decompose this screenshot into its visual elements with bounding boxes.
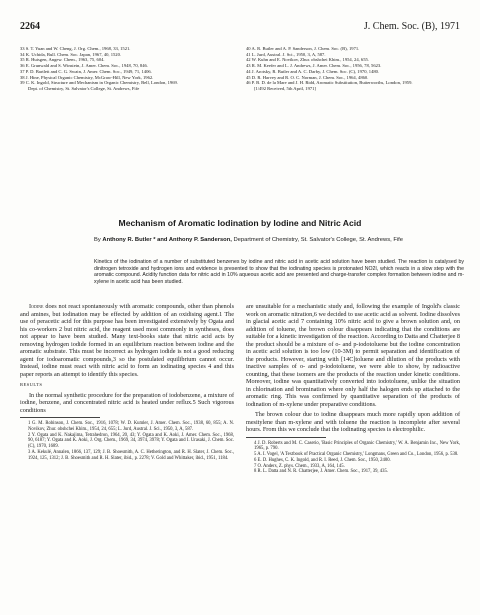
- ref-line: 41 L. Jurd, Austral. J. Sci., 1950, 3, A, 587.: [246, 51, 326, 57]
- footnotes-right: [246, 441, 460, 476]
- intro-paragraph: Iodine does not react spontaneously with aromatic compounds, other than phenols and amines, but iodination may be effected by addition of an oxidising agent.1 The use of peracetic acid for this purpose has been investigated extensively by Ogata and his co-workers 2 but nitric acid, the reagent used most commonly in syntheses, does not appear to have been studied. Many text-books state that nitric acid acts by removing hydrogen iodide formed in an equilibrium reaction between iodine and the aromatic substrate. This must be incorrect as hydrogen iodide is not a good reducing agent for iodoaromatic compounds,3 so the postulated equilibrium cannot occur. Instead, iodine must react with nitric acid to form an iodinating species 4 and this paper reports an attempt to identify this species.: [20, 303, 234, 378]
- ref-line: 33 S. T. Yuan and W. Cheng, J. Org. Chem., 1968, 33, 1521.: [20, 46, 131, 51]
- abstract: Kinetics of the iodination of a number of substituted benzenes by iodine and nitric acid in acetic acid solution have been studied. The reaction is catalysed by dinitrogen tetroxide and hydrogen ions and evidence is presented to show that the iodinating species is protonated NO2I, which reacts in a slow step with the aromatic compound. Acidity function data for nitric acid in 10% aqueous acetic acid are presented and charge-transfer complex formation between iodine and m-xylene in acetic acid has been studied.: [94, 259, 464, 285]
- ref-line: 35 R. Huisgen, Angew. Chem., 1963, 75, 604.: [20, 57, 105, 63]
- ref-line: 34 K. Uchida, Bull. Chem. Soc. Japan, 1967, 40, 1520.: [20, 51, 122, 57]
- footnote: 1 G. M. Robinson, J. Chem. Soc., 1916, 1078; W. D. Kumler, J. Amer. Chem. Soc., 1938, 60, 855; A. N. Novikov, Zhur. obshchei Khim., 1954, 24, 655; L. Jurd, Austral. J. Sci., 1950, 3, A, 587.: [28, 421, 234, 432]
- ref-line: 36 E. Grunwald and S. Winstein, J. Amer. Chem. Soc., 1948, 70, 846.: [20, 63, 148, 69]
- results-paragraph: In the normal synthetic procedure for the preparation of iodobenzene, a mixture of iodine, benzene, and concentrated nitric acid is heated under reflux.5 Such vigorous conditions: [20, 391, 234, 414]
- ref-line: 42 W. Kuhn and E. Novikov, Zhur. obshchei Khim., 1954, 24, 655.: [246, 57, 369, 63]
- author-line: [94, 237, 464, 244]
- right-column: [246, 303, 460, 475]
- ref-line: 46 P. B. D. de la Mare and J. H. Ridd, Aromatic Substitution, Butterworths, London, 1959.: [246, 80, 413, 86]
- footnote: 4 J. D. Roberts and M. C. Caserio, 'Basic Principles of Organic Chemistry,' W. A. Benjamin Inc., New York, 1965, p. 790.: [254, 440, 460, 452]
- author-prefix: By: [94, 237, 103, 243]
- previous-affiliation: Dept. of Chemistry, St. Salvator's College, St. Andrews, Fife: [28, 85, 140, 91]
- body-paragraph: The brown colour due to iodine disappears much more rapidly upon addition of mesitylene than m-xylene and with toluene the reaction is incomplete after several hours. From this we conclude that the iodinating species is electrophilic.: [246, 411, 460, 433]
- previous-refs-right: [246, 46, 460, 92]
- footnote: 6 E. D. Hughes, C. K. Ingold, and R. I. Reed, J. Chem. Soc., 1950, 2400.: [254, 457, 391, 463]
- body-paragraph: are unsuitable for a mechanistic study and, following the example of Ingold's classic work on aromatic nitration,6 we decided to use acetic acid as solvent. Iodine dissolves in glacial acetic acid 7 containing 10% nitric acid to give a brown solution and, on addition of toluene, the brown colour disappears indicating that the conditions are suitable for a kinetic investigation of the reaction. According to Datta and Chatterjee 8 the product should be a mixture of o- and p-iodotoluene but the iodine concentration in acetic acid solution is too low (10-3M) to permit separation and identification of the products. However, starting with [14C]toluene and dilution of the products with inactive samples of o- and p-iodotoluene, we were able to show, by radioactive counting, that these isomers are the products of the reaction under kinetic conditions. Moreover, iodine was quantitatively converted into iodotoluene, unlike the situation in chlorination and bromination where only half the halogen ends up attached to the aromatic ring. This was confirmed by quantitative separation of the products of iodination of m-xylene under preparative conditions.: [246, 303, 460, 408]
- journal-name: J. Chem. Soc. (B), 1971: [363, 21, 460, 32]
- author-affiliation: Department of Chemistry, St. Salvator's College, St. Andrews, Fife: [231, 237, 403, 243]
- ref-line: 39 C. K. Ingold, Structure and Mechanism in Organic Chemistry, Bell, London, 1969.: [20, 80, 178, 86]
- footnote: 2 Y. Ogata and K. Nakajima, Tetrahedron, 1964, 20, 43; Y. Ogata and K. Aoki, J. Amer. Chem. Soc., 1968, 90, 6187; Y. Ogata and K. Aoki, J. Org. Chem., 1969, 34, 3974, 3978; Y. Ogata and I. Urasaki, J. Chem. Soc. (C), 1970, 1689.: [28, 432, 234, 450]
- previous-refs-left: [20, 46, 234, 92]
- running-header: [20, 21, 460, 35]
- ref-line: 44 J. Arotsky, R. Butler and A. C. Darby, J. Chem. Soc. (C), 1970, 1480.: [246, 68, 380, 74]
- author-names: Anthony R. Butler * and Anthony P. Sanderson,: [102, 237, 232, 243]
- footnote-rule: [20, 417, 100, 418]
- footnote-rule: [246, 437, 326, 438]
- page-number: 2264: [20, 21, 40, 32]
- received-note: [1/492 Received, 5th April, 1971]: [254, 85, 317, 91]
- footnote: 3 A. Kekulé, Annalen, 1866, 137, 129; J. B. Shoesmith, A. C. Hetherington, and R. H. Slater, J. Chem. Soc., 1924, 125, 1312; J. B. Shoesmith and R. H. Slater, ibid., p. 2278; V. Gold and Whittaker, ibid., 1951, 1184.: [28, 449, 234, 461]
- ref-line: 45 D. R. Harvey and R. O. C. Norman, J. Chem. Soc., 1964, 4860.: [246, 74, 369, 80]
- footnote: 8 R. L. Datta and N. R. Chatterjee, J. Amer. Chem. Soc., 1917, 39, 435.: [254, 469, 388, 475]
- left-column: [20, 303, 234, 462]
- ref-line: 37 P. D. Bartlett and C. G. Swain, J. Amer. Chem. Soc., 1949, 71, 1406.: [20, 68, 152, 74]
- ref-line: 43 R. M. Keefer and L. J. Andrews, J. Amer. Chem. Soc., 1956, 78, 5623.: [246, 63, 382, 69]
- footnotes-left: [20, 421, 234, 462]
- ref-line: 38 J. Hine, Physical Organic Chemistry, McGraw-Hill, New York, 1962.: [20, 74, 154, 80]
- drop-word: Iodine: [29, 303, 44, 310]
- footnote: 5 A. I. Vogel, 'A Textbook of Practical Organic Chemistry,' Longmans, Green and Co., London, 1956, p. 538.: [254, 452, 459, 458]
- article-title: Mechanism of Aromatic Iodination by Iodine and Nitric Acid: [118, 218, 362, 228]
- ref-line: 40 A. R. Butler and A. P. Sanderson, J. Chem. Soc. (B), 1971.: [246, 46, 360, 51]
- results-heading: RESULTS: [20, 382, 43, 387]
- footnote: 7 O. Anders, Z. phys. Chem., 1933, A, 164, 145.: [254, 463, 345, 469]
